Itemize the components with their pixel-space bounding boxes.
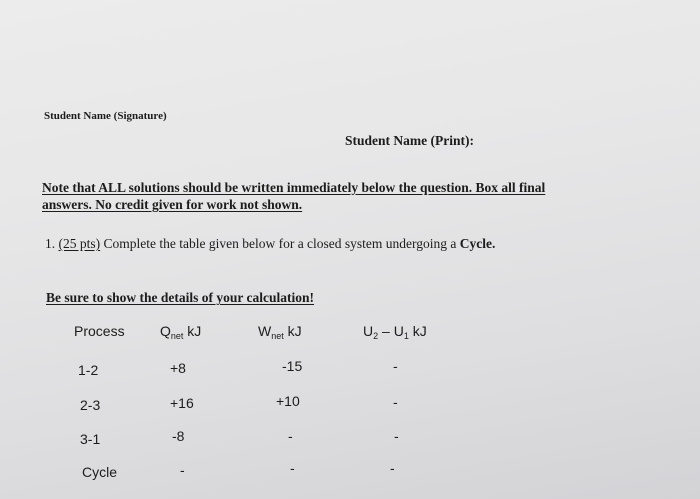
calculation-instruction: Be sure to show the details of your calculation! (46, 290, 314, 305)
row-3-u: - (394, 428, 399, 444)
row-2-process: 2-3 (80, 397, 101, 413)
header-q-net: $Q_{net}$ kJ (160, 323, 202, 341)
note-line-2: answers. No credit given for work not shown. (42, 197, 303, 212)
question-number: 1. (45, 236, 56, 251)
header-delta-u: $U_2 - U_1$ kJ (363, 323, 427, 341)
row-4-q: - (180, 462, 185, 478)
row-2-w: +10 (276, 393, 300, 409)
row-4-u: - (390, 460, 395, 476)
header-process: Process (74, 323, 125, 339)
question-1 (45, 236, 495, 252)
header-w-net: $W_{net}$ kJ (258, 323, 302, 341)
row-1-process: 1-2 (78, 362, 99, 378)
student-print-label: Student Name (Print): (345, 133, 474, 148)
row-1-u: - (393, 358, 398, 374)
question-emphasis: Cycle. (459, 236, 496, 251)
row-3-q: -8 (172, 428, 185, 444)
row-1-q: +8 (170, 360, 186, 376)
row-3-process: 3-1 (80, 431, 101, 447)
row-4-w: - (290, 460, 295, 476)
row-1-w: -15 (282, 358, 303, 374)
question-points: (25 pts) (58, 236, 101, 251)
row-3-w: - (288, 428, 293, 444)
row-2-q: +16 (170, 395, 194, 411)
row-2-u: - (393, 394, 398, 410)
note-line-1: Note that ALL solutions should be written immediately below the question. Box all final (42, 180, 546, 195)
student-signature-label: Student Name (Signature) (44, 110, 167, 122)
question-text: Complete the table given below for a closed system undergoing a (103, 236, 457, 251)
row-4-process: Cycle (82, 464, 118, 480)
